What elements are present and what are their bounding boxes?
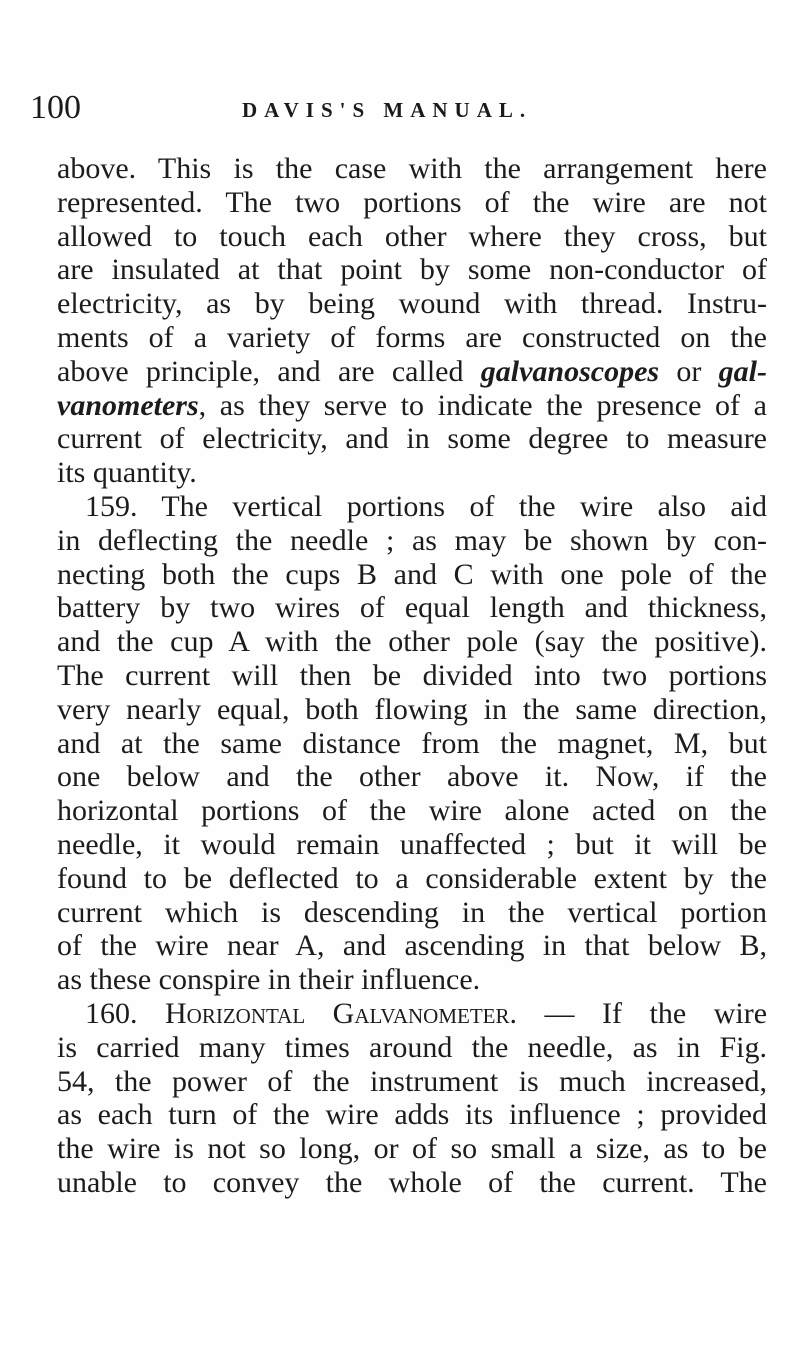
italic-term: galvanoscopes (480, 354, 660, 388)
text-line (57, 355, 767, 389)
line-text: and at the same distance from the magnet, M, but (57, 726, 767, 760)
text-line (57, 794, 767, 828)
text-line (57, 591, 767, 625)
text-line (57, 896, 767, 930)
line-text: current of electricity, and in some degree to measure (57, 422, 767, 456)
running-title: DAVIS'S MANUAL. (242, 98, 533, 122)
text-line (57, 1132, 767, 1166)
line-text: allowed to touch each other where they cross, but (57, 219, 767, 253)
line-text: very nearly equal, both flowing in the same direction, (57, 692, 767, 726)
text-line (57, 524, 767, 558)
text-line (57, 760, 767, 794)
line-text: battery by two wires of equal length and thickness, (57, 591, 767, 625)
line-text: represented. The two portions of the wire are not (57, 185, 767, 219)
text-line (57, 963, 767, 997)
line-text: electricity, as by being wound with thread. Instru- (57, 287, 767, 321)
text-line (57, 997, 767, 1031)
line-text: as each turn of the wire adds its influence ; provided (57, 1098, 767, 1132)
running-head (30, 88, 770, 128)
text-line (57, 186, 767, 220)
text-line (57, 693, 767, 727)
text-line (57, 456, 767, 490)
line-text: current which is descending in the vertical portion (57, 895, 767, 929)
line-text: of the wire near A, and ascending in that below B, (57, 929, 767, 963)
text-line (57, 422, 767, 456)
line-text: , as they serve to indicate the presence of a (198, 388, 767, 422)
text-line (57, 558, 767, 592)
line-text: in deflecting the needle ; as may be shown by con- (57, 523, 767, 557)
text-line (57, 862, 767, 896)
text-line (57, 625, 767, 659)
text-line (57, 1166, 767, 1200)
text-line (57, 253, 767, 287)
line-text: horizontal portions of the wire alone acted on the (57, 794, 767, 828)
line-text: found to be deflected to a considerable extent by the (57, 861, 767, 895)
text-line (57, 220, 767, 254)
line-text: one below and the other above it. Now, if the (57, 760, 767, 794)
line-text: 159. The vertical portions of the wire also aid (85, 489, 767, 523)
body-text (57, 152, 767, 1200)
line-text: are insulated at that point by some non-conductor of (57, 253, 767, 287)
text-line (57, 1065, 767, 1099)
text-line (57, 152, 767, 186)
text-line (57, 828, 767, 862)
line-text: 54, the power of the instrument is much increased, (57, 1064, 767, 1098)
text-line (57, 929, 767, 963)
line-text: necting both the cups B and C with one pole of the (57, 557, 767, 591)
line-text: its quantity. (57, 456, 197, 490)
line-text: The current will then be divided into two portions (57, 658, 767, 692)
italic-term: vanometers (57, 388, 199, 422)
line-text: needle, it would remain unaffected ; but it will be (57, 827, 767, 861)
text-line (57, 490, 767, 524)
page-number: 100 (30, 89, 81, 126)
text-line (57, 389, 767, 423)
text-line (57, 727, 767, 761)
text-line (57, 1098, 767, 1132)
line-text: is carried many times around the needle, as in Fig. (57, 1030, 767, 1064)
text-line (57, 287, 767, 321)
line-text: above. This is the case with the arrangement here (57, 152, 767, 185)
text-line (57, 321, 767, 355)
line-text: the wire is not so long, or of so small a size, as to be (57, 1132, 767, 1166)
line-text: and the cup A with the other pole (say the positive). (57, 625, 767, 659)
line-text: as these conspire in their influence. (57, 963, 481, 997)
line-text: or (659, 354, 719, 388)
italic-term: gal- (718, 354, 767, 388)
line-text: above principle, and are called (57, 354, 481, 388)
section-heading: Horizontal Galvanometer. (165, 996, 518, 1030)
line-text: ments of a variety of forms are constructed on the (57, 320, 767, 354)
line-text: unable to convey the whole of the current. The (57, 1165, 767, 1199)
line-text: — If the wire (517, 996, 768, 1030)
section-number: 160. (85, 996, 138, 1030)
text-line (57, 659, 767, 693)
text-line (57, 1031, 767, 1065)
